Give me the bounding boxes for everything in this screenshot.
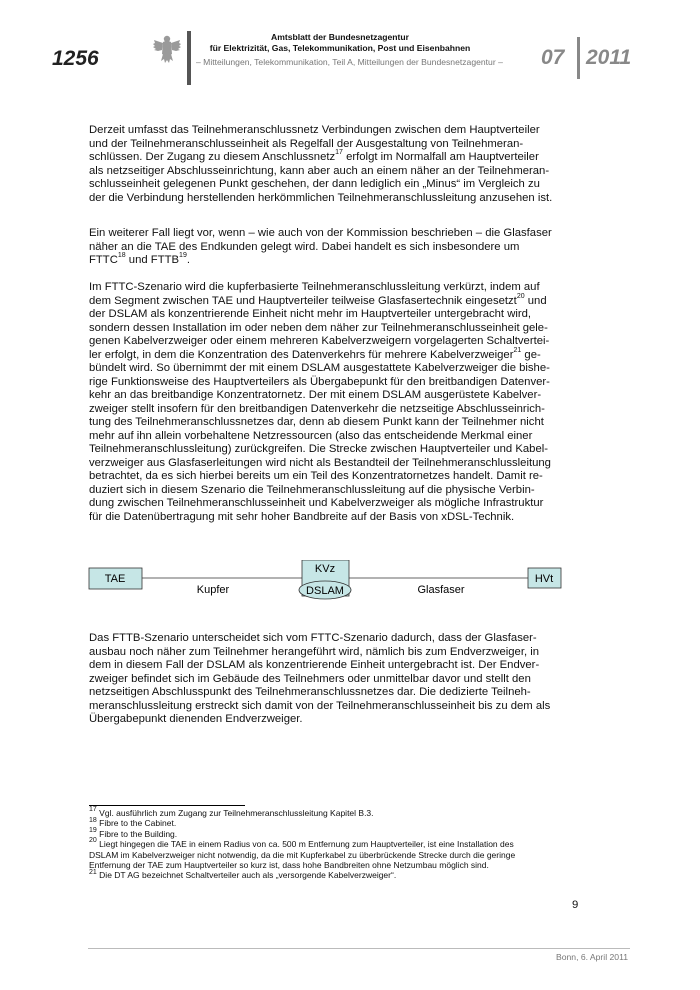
footnote-rule (89, 805, 245, 806)
header-title-line2: für Elektrizität, Gas, Telekommunikation, Post und Eisenbahnen (209, 43, 471, 53)
text-line: FTTC$^{18}$ und FTTB$^{19}$. (89, 252, 190, 266)
footnote-21: $^{21}$ Die DT AG bezeichnet Schaltverteiler auch als „versorgende Kabelverzweiger“. (89, 868, 397, 881)
paragraph-1 (89, 124, 589, 205)
issue-number: 07 (541, 46, 565, 69)
text-line: ausbau noch näher zum Teilnehmer herangeführt wird, nämlich bis zum Endverzweiger, in (89, 645, 540, 658)
text-line: schlusseinheit gelegenen Punkt geschehen, der dann lediglich ein „Minus“ im Vergleich zu (89, 178, 540, 190)
footer-rule (88, 948, 630, 949)
kvz-label: KVz (314, 563, 336, 575)
footer-date: Bonn, 6. April 2011 (556, 952, 628, 962)
text-line: sondern dessen Installation im oder neben dem näher zur Teilnehmeranschlusseinheit gele- (89, 321, 548, 334)
footnote-20-cont: DSLAM im Kabelverzweiger nicht notwendig, da die mit Kupferkabel zu überbrückende Strecke durch die geringe (89, 849, 516, 860)
issue-divider (577, 37, 580, 79)
footnote-ref[interactable]: 21 (513, 346, 522, 354)
glasfaser-label: Glasfaser (417, 584, 465, 596)
header-subtitle: – Mitteilungen, Telekommunikation, Teil A, Mitteilungen der Bundesnetzagentur – (196, 57, 503, 67)
text-line: meranschlussleitung erstreckt sich damit von der Teilnehmeranschlusseinheit bis zu dem als (89, 699, 551, 712)
footnotes (89, 808, 589, 881)
footnote-20-cont: Entfernung der TAE zum Hauptverteiler so kurz ist, dass hohe Bandbreiten ohne Netzumbau möglich sind. (89, 860, 489, 871)
text-line: dung zwischen Teilnehmeranschlusseinheit und Kabelverzweiger als mögliche Infrastruktur (89, 497, 544, 509)
text-line: Im FTTC-Szenario wird die kupferbasierte Teilnehmeranschlussleitung verkürzt, indem auf (89, 281, 540, 293)
text-line: als netzseitiger Abschlusseinrichtung, kann aber auch an einem näher an der Teilnehmeran- (89, 164, 550, 177)
text-line: dem Segment zwischen TAE und Hauptverteiler teilweise Glasfasertechnik eingesetzt$^{20}$ und (89, 292, 547, 307)
text-line: schlüssen. Der Zugang zu diesem Anschlussnetz$^{17}$ erfolgt im Normalfall am Hauptverteiler (89, 149, 539, 163)
paragraph-2 (89, 227, 589, 268)
kupfer-label: Kupfer (196, 584, 230, 596)
hvt-label: HVt (534, 573, 554, 585)
text-line: Teilnehmeranschlussleitung) zurückgreifen. Die Strecke zwischen Hauptverteiler und Kabel- (89, 443, 549, 455)
footnote-18: $^{18}$ Fibre to the Cabinet. (89, 816, 177, 829)
page-number: 1256 (52, 47, 99, 70)
footnote-20: $^{20}$ Liegt hingegen die TAE in einem Radius von ca. 500 m Entfernung zum Hauptverteiler, ist eine Installation des (89, 837, 514, 850)
text-line: der DSLAM als konzentrierende Einheit nicht mehr im Hauptverteiler untergebracht wird, (89, 308, 532, 320)
footnote-ref[interactable]: 19 (179, 252, 187, 260)
dslam-label: DSLAM (306, 585, 344, 597)
text-line: kehr an das breitbandige Konzentratornetz. Der mit einem DSLAM ausgerüstete Kabelver- (89, 389, 542, 401)
text-line: bündelt wird. So übernimmt der mit einem DSLAM ausgestattete Kabelverzweiger die bishe- (89, 362, 550, 374)
folio-number: 9 (572, 899, 579, 911)
footnote-ref[interactable]: 18 (117, 252, 126, 260)
text-line: zweiger stellt insofern für den breitbandigen Datenverkehr die netzseitige Abschlusseinrich- (89, 402, 545, 415)
text-line: dem in diesem Fall der DSLAM als konzentrierende Einheit untergebracht ist. Der Endver- (89, 659, 540, 671)
footnote-17: $^{17}$ Vgl. ausführlich zum Zugang zur Teilnehmeranschlussleitung Kapitel B.3. (89, 806, 374, 818)
text-line: Übergabepunkt dienenden Endverzweiger. (89, 713, 303, 725)
footnote-ref[interactable]: 20 (516, 292, 525, 300)
text-line: Derzeit umfasst das Teilnehmeranschlussnetz Verbindungen zwischen dem Hauptverteiler (89, 124, 540, 136)
text-line: netzseitigen Abschlusspunkt des Teilnehmeranschlussnetzes dar. Die dedizierte Teilneh- (89, 686, 531, 698)
text-line: näher an die TAE des Endkunden gelegt wird. Dabei handelt es sich insbesondere um (89, 240, 520, 253)
text-line: für die Datenübertragung mit sehr hoher Bandbreite auf der Basis von xDSL-Technik. (89, 510, 515, 523)
text-line: betrachtet, da es sich hierbei bereits um ein Teil des Konzentratornetzes handelt. Damit re- (89, 470, 543, 482)
federal-eagle-icon (152, 34, 182, 66)
text-line: ler erfolgt, in dem die Konzentration des Datenverkehrs für mehrere Kabelverzweiger$^{21}$ ge- (89, 346, 541, 361)
text-line: rige Funktionsweise des Hauptverteilers als Übergabepunkt für den breitbandigen Datenver- (89, 375, 550, 388)
text-line: verzweiger aus Glasfaserleitungen wird nicht als Bestandteil der Teilnehmeranschlussleitung (89, 456, 551, 469)
fttc-diagram (85, 560, 565, 608)
text-line: Ein weiterer Fall liegt vor, wenn – wie auch von der Kommission beschrieben – die Glasfaser (89, 227, 552, 239)
text-line: der die Verbindung herstellenden herkömmlichen Teilnehmeranschlussleitung anzusehen ist. (89, 191, 553, 204)
text-line: Das FTTB-Szenario unterscheidet sich vom FTTC-Szenario dadurch, dass der Glasfaser- (89, 632, 537, 644)
footnote-19: $^{19}$ Fibre to the Building. (89, 826, 178, 839)
paragraph-3 (89, 281, 589, 524)
tae-label: TAE (104, 573, 126, 585)
text-line: und der Teilnehmeranschlusseinheit als Regelfall der Ausgestaltung von Teilnehmeran- (89, 137, 524, 150)
text-line: zweiger befindet sich im Gebäude des Teilnehmers oder unmittelbar davor und stellt den (89, 672, 531, 685)
footnote-ref[interactable]: 17 (335, 149, 343, 157)
issue-year: 2011 (586, 46, 632, 69)
text-line: mehr auf ihn allein vorbehaltene Netzressourcen (also das entscheidende Merkmal einer (89, 429, 533, 442)
text-line: genen Kabelverzweiger oder einem mehreren Kabelverzweigern vorgelagerten Schaltvertei- (89, 335, 550, 347)
header-title-line1: Amtsblatt der Bundesnetzagentur (271, 32, 409, 42)
paragraph-4 (89, 632, 589, 727)
text-line: duziert sich in diesem Szenario die Teilnehmeranschlussleitung auf die physische Verbin- (89, 483, 535, 496)
text-line: tung des Teilnehmeranschlussnetzes dar, denn ab diesem Punkt kann der Teilnehmer nicht (89, 416, 544, 428)
